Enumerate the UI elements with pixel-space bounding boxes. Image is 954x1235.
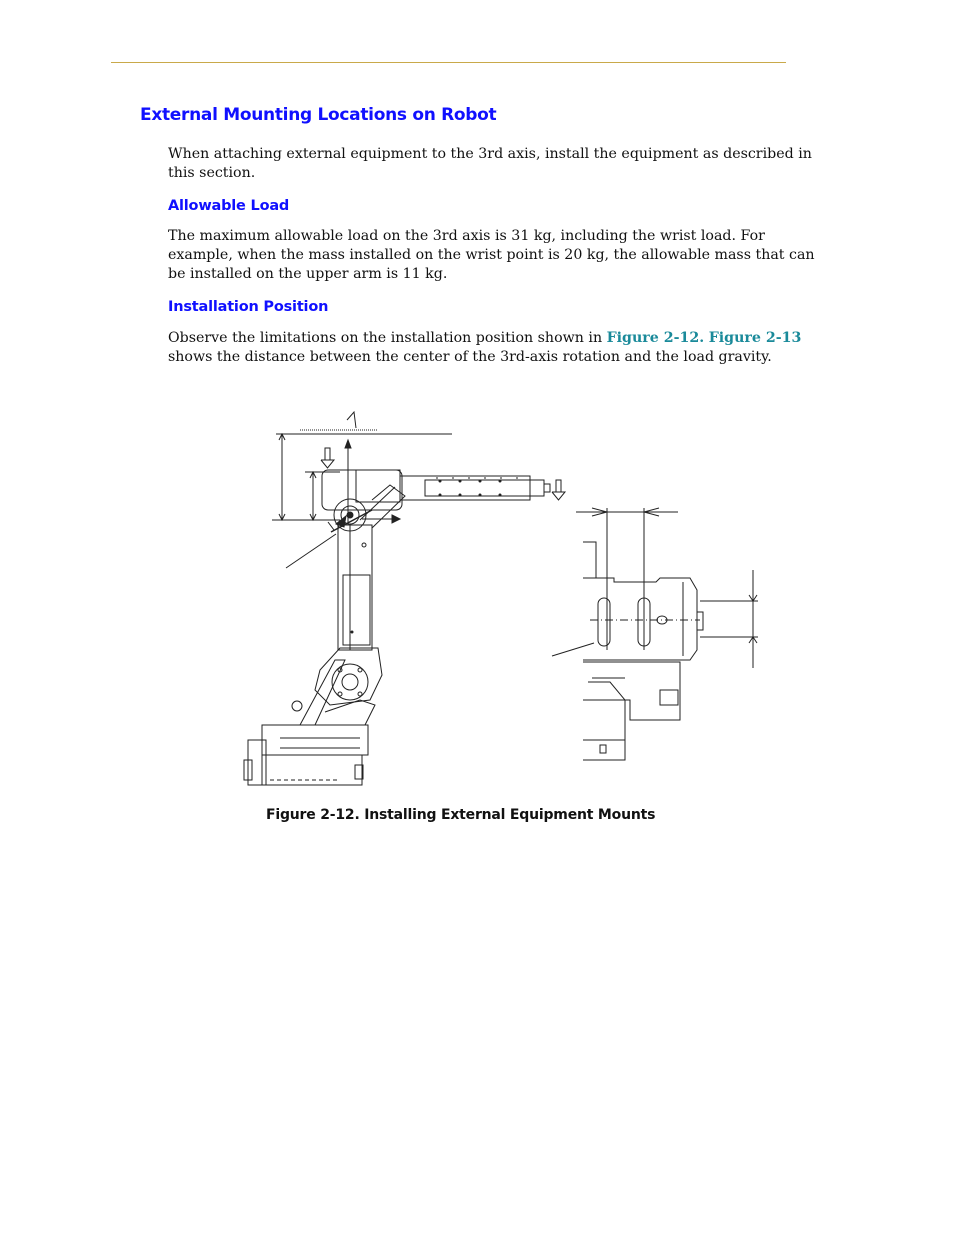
intro-line-1: When attaching external equipment to the 3rd axis, install the equipment as described in — [168, 146, 812, 162]
installation-line-2: shows the distance between the center of the 3rd-axis rotation and the load gravity. — [168, 349, 772, 365]
mount-detail-view — [552, 508, 758, 760]
allowable-load-paragraph — [168, 227, 815, 284]
robot-lower-arm — [338, 525, 372, 650]
installation-line-1-text: Observe the limitations on the installation position shown in — [168, 330, 607, 346]
figure-caption: Figure 2-12. Installing External Equipment Mounts — [266, 807, 656, 823]
allowable-load-heading: Allowable Load — [168, 198, 290, 214]
allowable-load-line-3: be installed on the upper arm is 11 kg. — [168, 266, 448, 282]
vertical-axis-arrow — [345, 412, 356, 525]
robot-mounting-figure — [240, 400, 770, 795]
allowable-load-line-1: The maximum allowable load on the 3rd axis is 31 kg, including the wrist load. For — [168, 228, 765, 244]
header-rule — [111, 62, 786, 63]
intro-line-2: this section. — [168, 165, 256, 181]
load-arrow-right — [552, 480, 565, 500]
intro-paragraph — [168, 145, 812, 183]
dimension-left — [272, 434, 340, 520]
section-title: External Mounting Locations on Robot — [140, 105, 497, 125]
figure-2-12-link[interactable]: Figure 2-12. — [606, 330, 705, 346]
load-arrow-left — [321, 448, 334, 468]
robot-shoulder — [292, 648, 382, 725]
installation-position-paragraph — [168, 329, 802, 367]
figure-2-13-link[interactable]: Figure 2-13 — [708, 330, 802, 346]
installation-line-1 — [168, 329, 802, 348]
installation-position-heading: Installation Position — [168, 299, 329, 315]
allowable-load-line-2: example, when the mass installed on the wrist point is 20 kg, the allowable mass that can — [168, 247, 815, 263]
robot-forearm — [400, 476, 550, 500]
robot-elbow-joint — [328, 499, 400, 532]
robot-base — [244, 725, 368, 785]
leader-line-left — [286, 534, 336, 568]
reference-line — [276, 430, 452, 434]
